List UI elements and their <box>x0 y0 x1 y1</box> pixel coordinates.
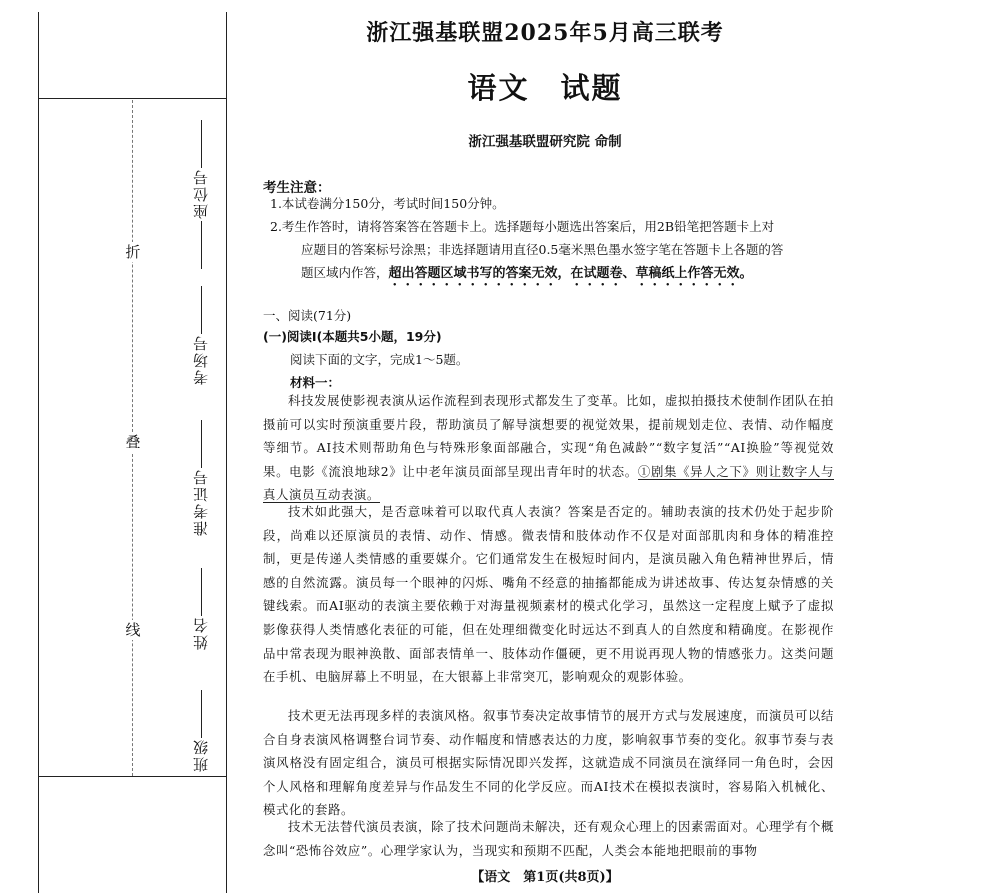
notes-heading: 考生注意： <box>263 180 331 196</box>
seat-number-label: 座位号 <box>192 168 210 219</box>
reading-heading: (一)阅读Ⅰ(本题共5小题，19分) <box>263 329 442 344</box>
admission-number-label: 准考证号 <box>192 468 210 536</box>
exam-room-line <box>201 286 202 334</box>
part-heading: 一、阅读(71分) <box>263 308 352 323</box>
note-emphasis: 超出答题区域书写的答案无效，在试题卷、草稿纸上作答无效。 <box>388 266 753 281</box>
fold-char-zhe: 折 <box>122 242 144 262</box>
paragraph-1-text: 科技发展使影视表演从运作流程到表现形式都发生了变革。比如，虚拟拍摄技术使制作团队在拍摄前可以实时预演重要片段，帮助演员了解导演想要的视觉效果，提前规划走位、表情、动作幅度等细节。AI技术则帮助角色与特殊形象面部融合，实现“角色减龄”“数字复活”“AI换脸”等视觉效果。电影《流浪地球2》让中老年演员面部呈现出青年时的状态。 <box>263 393 834 479</box>
note-item-2-line-2: 应题目的答案标号涂黑；非选择题请用直径0.5毫米黑色墨水签字笔在答题卡上各题的答 <box>301 242 784 257</box>
admission-number-field[interactable] <box>190 418 212 536</box>
exam-room-field[interactable] <box>190 284 212 385</box>
note-item-2-line-1: 2.考生作答时，请将答案答在答题卡上。选择题每小题选出答案后，用2B铅笔把答题卡上对 <box>270 219 775 234</box>
margin-right-border <box>226 12 227 893</box>
note-item-2-line-3a: 题区域内作答， <box>301 265 389 280</box>
fold-char-xian: 线 <box>122 620 144 640</box>
paragraph-3: 技术更无法再现多样的表演风格。叙事节奏决定故事情节的展开方式与发展速度，而演员可以结合自身表演风格调整台词节奏、动作幅度和情感表达的力度，影响叙事节奏的变化。叙事节奏与表演风格没有固定组合，演员可根据实际情况即兴发挥，这就造成不同演员在演绎同一角色时，会因个人风格和理解角度差异与作品发生不同的化学反应。而AI技术在模拟表演时，容易陷入机械化、模式化的套路。 <box>263 708 834 818</box>
page-footer: 【语文 第1页(共8页)】 <box>471 870 619 885</box>
note-item-1: 1.本试卷满分150分，考试时间150分钟。 <box>270 196 505 211</box>
class-line <box>201 690 202 738</box>
seat-number-field[interactable] <box>190 118 212 269</box>
margin-bottom-rule <box>38 776 226 777</box>
material-label: 材料一： <box>290 375 341 390</box>
paragraph-2: 技术如此强大，是否意味着可以取代真人表演？答案是否定的。辅助表演的技术仍处于起步阶段，尚难以还原演员的表情、动作、情感。微表情和肢体动作不仅是对面部肌肉和身体的精准控制，更是传递人类情感的重要媒介。它们通常发生在极短时间内，是演员融入角色精神世界后，情感的自然流露。演员每一个眼神的闪烁、嘴角不经意的抽搐都能成为讲述故事、传达复杂情感的关键线索。而AI驱动的表演主要依赖于对海量视频素材的模式化学习，虽然这一定程度上赋予了虚拟影像获得人类情感化表征的可能，但在处理细微变化时远达不到真人的自然度和精确度。在影视作品中常表现为眼神涣散、面部表情单一、肢体动作僵硬，更不用说再现人物的情感张力。这类问题在手机、电脑屏幕上不明显，在大银幕上非常突兀，影响观众的观影体验。 <box>263 504 834 685</box>
paragraph-1-underlined: ①剧集《异人之下》则让数字人与真人演员互动表演。 <box>263 463 834 503</box>
exam-title: 浙江强基联盟2025年5月高三联考 <box>366 20 724 46</box>
instruction: 阅读下面的文字，完成1～5题。 <box>290 352 469 367</box>
name-line <box>201 568 202 616</box>
exam-room-label: 考场号 <box>192 334 210 385</box>
name-field[interactable] <box>190 566 212 650</box>
organizer: 浙江强基联盟研究院 命制 <box>468 134 622 150</box>
fold-char-die: 叠 <box>122 432 144 452</box>
seat-number-line-lower <box>201 221 202 269</box>
paragraph-4: 技术无法替代演员表演，除了技术问题尚未解决，还有观众心理上的因素需面对。心理学有个概念叫“恐怖谷效应”。心理学家认为，当现实和预期不匹配，人类会本能地把眼前的事物 <box>263 819 834 858</box>
class-field[interactable] <box>190 688 212 772</box>
seat-number-line <box>201 120 202 168</box>
admission-number-line <box>201 420 202 468</box>
margin-top-rule <box>38 98 226 99</box>
margin-left-border <box>38 12 39 893</box>
name-label: 姓名 <box>192 616 210 650</box>
note-item-2-line-3 <box>301 261 831 289</box>
paragraph-1 <box>263 389 834 507</box>
class-label: 班级 <box>192 738 210 772</box>
subject-title: 语文 试题 <box>467 71 623 105</box>
